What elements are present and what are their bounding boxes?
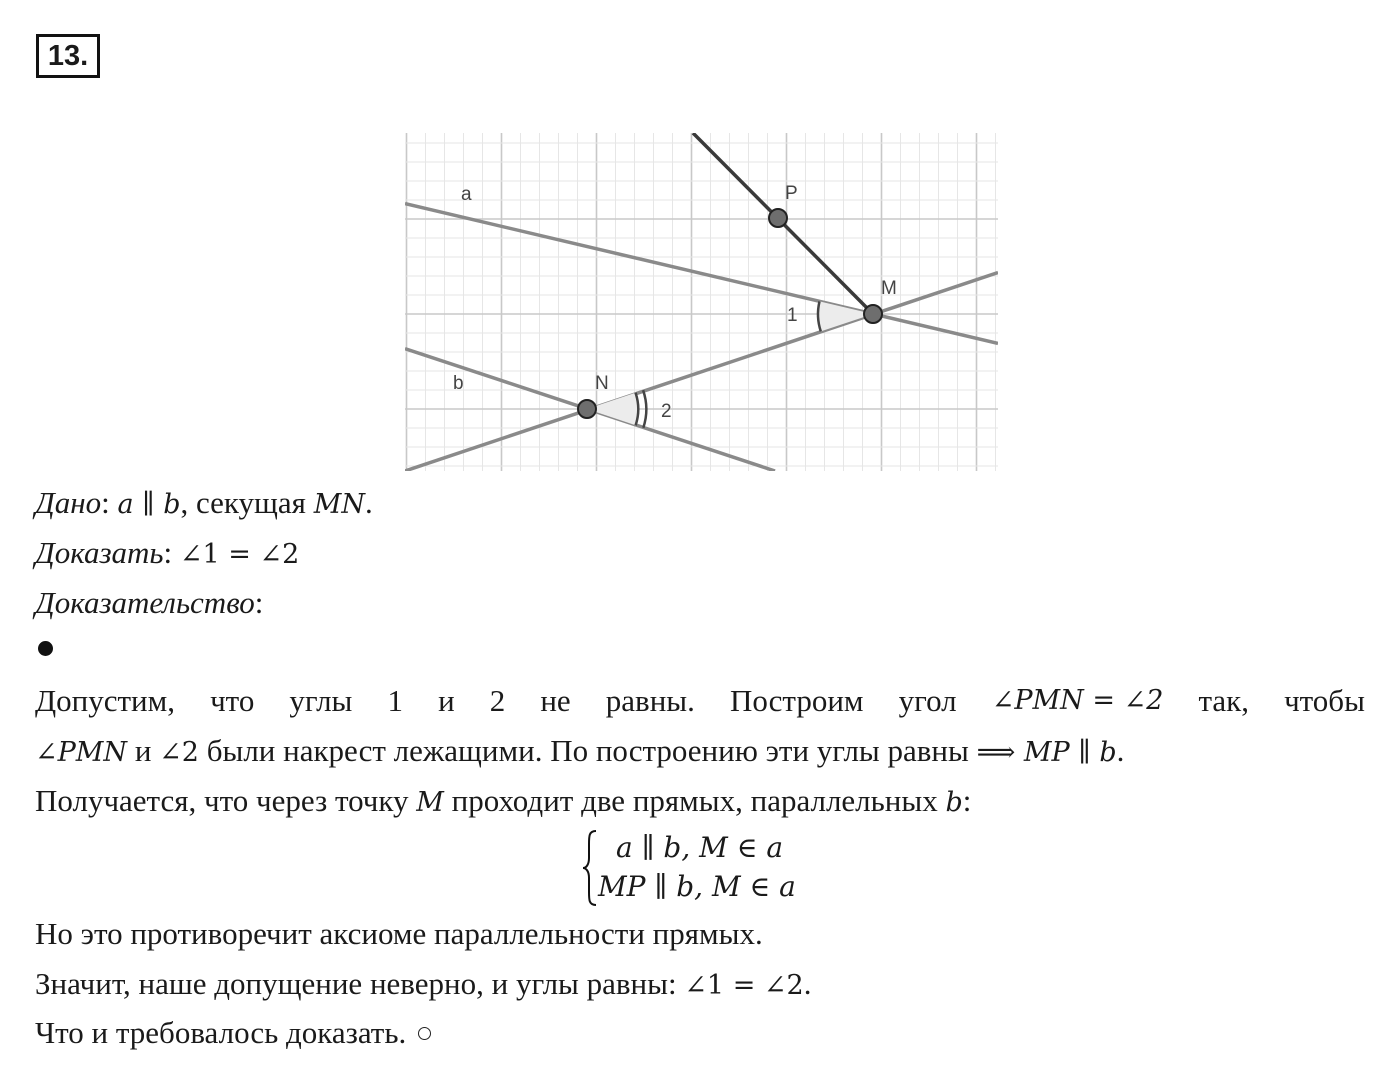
- para1-word: так,: [1198, 683, 1249, 718]
- brace-icon: [580, 828, 598, 908]
- prove-line: Доказать: ∠1 = ∠2: [35, 535, 300, 570]
- para1-word: равны.: [605, 683, 695, 718]
- problem-number: 13.: [36, 34, 100, 78]
- para1-word: не: [540, 683, 571, 718]
- point-n: [578, 400, 596, 418]
- label-line-a: a: [461, 184, 472, 205]
- proof-line: Доказательство:: [35, 585, 264, 620]
- para1-word: что: [210, 683, 255, 718]
- geometry-figure: [405, 133, 998, 471]
- label-point-p: P: [785, 183, 798, 204]
- label-angle-2: 2: [661, 401, 672, 422]
- para1-word: Допустим,: [35, 683, 175, 718]
- paragraph-1: [35, 683, 1365, 719]
- prove-statement: ∠1 = ∠2: [179, 539, 300, 570]
- para1-word: Построим: [729, 683, 864, 718]
- conclusion-1: Но это противоречит аксиоме параллельности прямых.: [35, 916, 763, 951]
- label-point-n: N: [595, 373, 609, 394]
- given-label: Дано: [35, 485, 102, 520]
- conclusion-3: Что и требовалось доказать.: [35, 1015, 431, 1051]
- point-m: [864, 305, 882, 323]
- para1-word: 1: [387, 683, 403, 718]
- para1-word: углы: [289, 683, 353, 718]
- system-line-1: a ∥ b, M ∈ a: [616, 831, 784, 864]
- para1-word: чтобы: [1284, 683, 1365, 718]
- line-a: [405, 204, 998, 344]
- end-of-proof-icon: [418, 1027, 431, 1040]
- prove-label: Доказать: [35, 535, 164, 570]
- paragraph-3: Получается, что через точку M проходит две прямых, параллельных b:: [35, 783, 972, 818]
- proof-label: Доказательство: [35, 585, 255, 620]
- conclusion-2: Значит, наше допущение неверно, и углы равны: ∠1 = ∠2.: [35, 966, 812, 1001]
- given-a: a: [117, 489, 134, 520]
- given-line: Дано: a ∥ b, секущая MN.: [35, 485, 373, 520]
- given-b: b: [163, 489, 181, 520]
- para1-math: ∠PMN = ∠2: [991, 685, 1164, 716]
- bullet: [38, 641, 53, 656]
- implies-symbol: ⟹: [976, 737, 1016, 768]
- label-line-b: b: [453, 373, 464, 394]
- given-mn: MN: [313, 489, 365, 520]
- point-p: [769, 209, 787, 227]
- system-line-2: MP ∥ b, M ∈ a: [598, 870, 796, 903]
- para1-word: и: [438, 683, 455, 718]
- para1-word: угол: [898, 683, 957, 718]
- line-mn: [405, 273, 998, 472]
- paragraph-2: ∠PMN и ∠2 были накрест лежащими. По построению эти углы равны ⟹ MP ∥ b.: [35, 733, 1125, 768]
- label-angle-1: 1: [787, 305, 798, 326]
- para1-word: 2: [489, 683, 506, 718]
- figure-lines: [405, 133, 998, 471]
- label-point-m: M: [881, 278, 897, 299]
